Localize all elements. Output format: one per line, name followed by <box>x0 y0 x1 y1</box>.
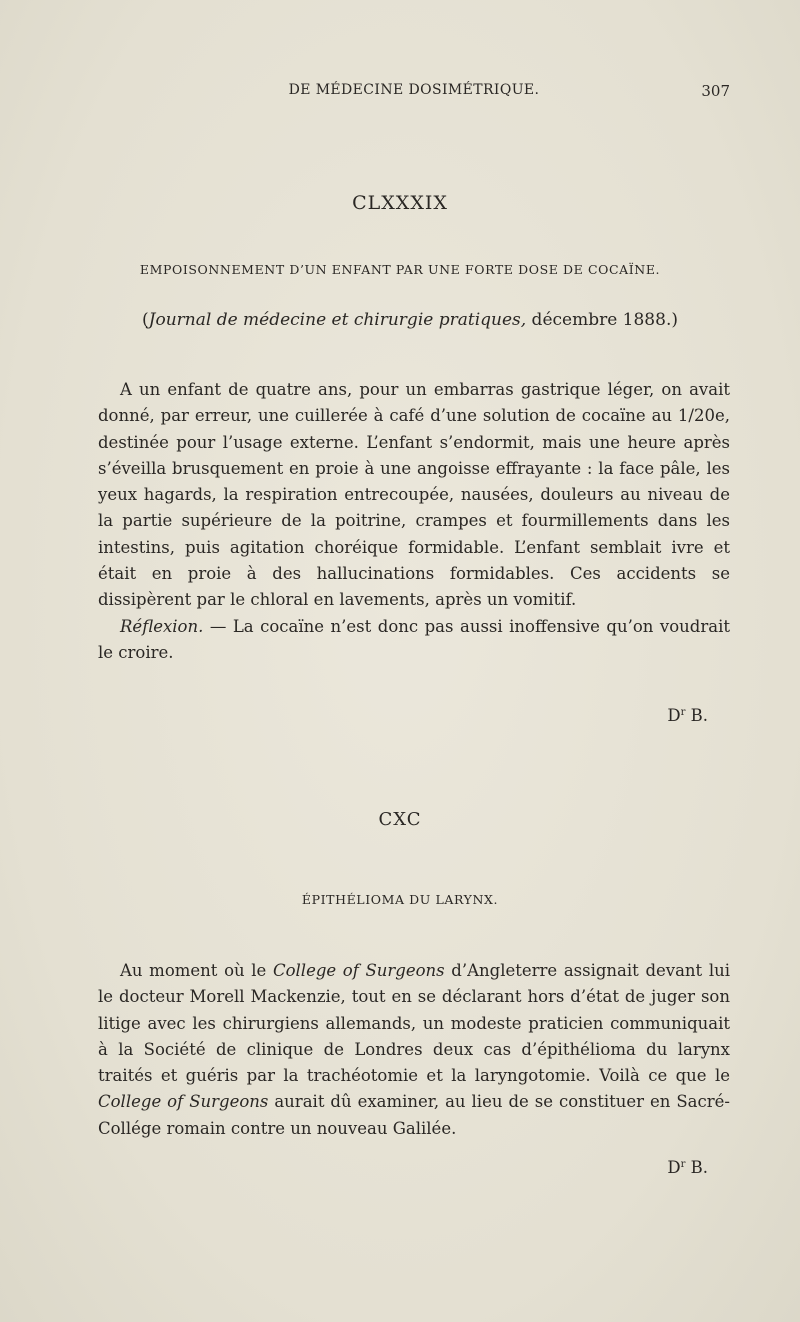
source-date: décembre 1888.) <box>526 310 678 330</box>
running-title: DE MÉDECINE DOSIMÉTRIQUE. <box>288 82 540 98</box>
source-open: ( <box>142 310 149 330</box>
signature-name: B. <box>685 706 708 725</box>
signature-d: D <box>667 706 681 725</box>
source-journal: Journal de médecine et chirurgie pratiques, <box>148 310 527 330</box>
signature-d: D <box>667 1158 681 1177</box>
signature-name: B. <box>685 1158 708 1177</box>
article-body <box>98 958 730 1142</box>
signature <box>667 1158 708 1177</box>
article-number: CXC <box>378 809 422 830</box>
college-name: College of Surgeons <box>272 961 445 980</box>
article-title: EMPOISONNEMENT D’UN ENFANT PAR UNE FORTE DOSE DE COCAÏNE. <box>139 262 661 277</box>
body-text: d’Angleterre assignait devant lui le docteur Morell Mackenzie, tout en se déclarant hors d’état de juger son litige avec les chirurgiens allemands, un modeste praticien communiquait à la Société de clinique de Londres deux cas d’épithélioma du larynx traités et guéris par la trachéotomie et la laryngotomie. Voilà ce que le <box>98 961 730 1086</box>
signature <box>667 706 708 725</box>
reflexion-paragraph <box>98 614 730 667</box>
body-paragraph <box>98 958 730 1142</box>
signature-sup: r <box>680 1159 686 1170</box>
college-name: College of Surgeons <box>98 1092 269 1112</box>
article-body <box>98 377 730 666</box>
article-source <box>0 310 800 330</box>
body-text: Au moment où le <box>120 961 273 980</box>
page-number: 307 <box>701 82 730 100</box>
reflexion-label: Réflexion. <box>120 616 204 636</box>
running-head <box>98 82 730 106</box>
signature-sup: r <box>680 707 686 718</box>
body-paragraph: A un enfant de quatre ans, pour un embarras gastrique léger, on avait donné, par erreur, une cuillerée à café d’une solution de cocaïne au 1/20e, destinée pour l’usage externe. L’enfant s’endormit, mais une heure après s’éveilla brusquement en proie à une angoisse effrayante : la face pâle, les yeux hagards, la respiration entrecoupée, nausées, douleurs au niveau de la partie supérieure de la poitrine, crampes et fourmillements dans les intestins, puis agitation choréique formidable. L’enfant semblait ivre et était en proie à des hallucinations formidables. Ces accidents se dissipèrent par le chloral en lavements, après un vomitif. <box>98 380 730 610</box>
article-title: ÉPITHÉLIOMA DU LARYNX. <box>301 892 499 907</box>
article-number: CLXXXIX <box>352 192 448 214</box>
body-text: aurait dû examiner, au lieu de se constituer en Sacré-Collége romain contre un nouveau Galilée. <box>98 1092 730 1138</box>
reflexion-text: — La cocaïne n’est donc pas aussi inoffensive qu’on voudrait le croire. <box>98 616 730 662</box>
